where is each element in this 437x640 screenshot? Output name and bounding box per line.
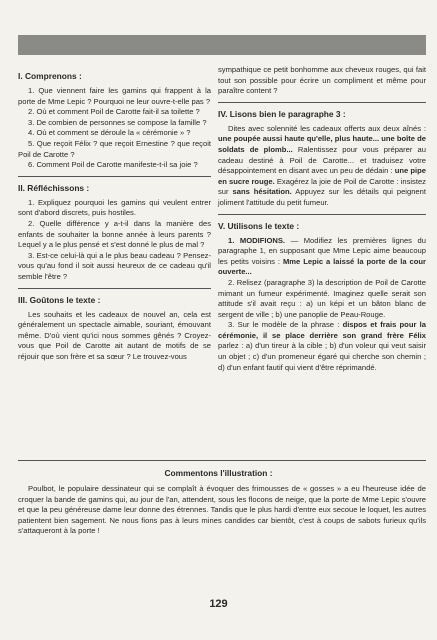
text-run: Exagérez la joie de Poil de Carotte : insistez sur	[218, 176, 426, 197]
text-run: Dites avec solennité les cadeaux offerts aux deux aînés :	[228, 123, 426, 133]
emphasis-text: une pipe en sucre rouge.	[218, 166, 426, 186]
exercise-item	[218, 236, 426, 278]
question-item: 2. Quelle différence y a-t-il dans la manière des enfants de souhaiter la bonne année à leurs parents ? Lequel y a le plus pensé et s'est donné le plus de mal ?	[18, 218, 211, 250]
left-column	[18, 65, 211, 362]
illustration-paragraph: Poulbot, le populaire dessinateur qui se complaît à évoquer des frimousses de « gosses » a eu l'heureuse idée de croquer la bande de gamins qui, au jour de l'an, attendent, sous les flocons de neige, que la porte de Mme Lepic s'ouvre et que la peu généreuse dame leur donne des étrennes. Tandis que le plus hardi d'entre eux secoue le loquet, les autres patientent bien sagement. Ne nous fions pas à leurs mines candides car bientôt, c'est à coups de sabots furieux qu'ils s'attaqueront à la porte !	[18, 484, 426, 536]
text-run: Appuyez sur les détails qui peignent joliment l'attitude du petit fumeur.	[218, 187, 426, 207]
section-heading-illustration: Commentons l'illustration :	[164, 468, 273, 478]
section-divider	[218, 214, 426, 215]
page-number: 129	[209, 598, 228, 610]
section-heading-utilisons: V. Utilisons le texte :	[218, 220, 300, 231]
section-heading-comprenons: I. Comprenons :	[18, 71, 82, 81]
question-item: 1. Expliquez pourquoi les gamins qui veulent entrer sont d'abord discrets, puis hostiles.	[18, 197, 211, 218]
exercise-item	[218, 320, 426, 373]
exercise-label: 1. MODIFIONS.	[228, 235, 286, 245]
question-item: 2. Où et comment Poil de Carotte fait-il sa toilette ?	[28, 107, 200, 117]
emphasis-text: Mme Lepic a laissé la porte de la cour ouverte...	[218, 256, 426, 277]
text-run: Ralentissez pour vous préparer au cadeau destiné à Poil de Carotte... et traduisez votre désappointement en disant avec un peu de dédain :	[218, 144, 426, 176]
text-run: 3. Sur le modèle de la phrase :	[228, 320, 343, 330]
paragraph-continued: sympathique ce petit bonhomme aux cheveux rouges, qui fait tout son possible pour écrire un compliment et même pour paraître content ?	[218, 65, 426, 96]
question-item: 3. De combien de personnes se compose la famille ?	[28, 117, 207, 127]
emphasis-text: une poupée aussi haute qu'elle, plus haute... une boîte de soldats de plomb...	[218, 134, 426, 154]
text-run: parlez : a) d'un tireur à la cible ; b) d'un voleur qui veut saisir un objet ; c) d'un promeneur égaré qui cherche son chemin ; d) d'un enfant fautif qui vient d'être réprimandé.	[218, 341, 426, 372]
right-column	[218, 65, 426, 373]
text-run: — Modifiez les premières lignes du paragraphe 1, en supposant que Mme Lepic aime beaucoup les petits voisins :	[218, 235, 426, 266]
question-item: 6. Comment Poil de Carotte manifeste-t-il sa joie ?	[28, 160, 198, 170]
section-divider	[18, 176, 211, 177]
section-divider	[218, 102, 426, 103]
question-item: 5. Que reçoit Félix ? que reçoit Ernestine ? que reçoit Poil de Carotte ?	[18, 138, 211, 159]
paragraph: Les souhaits et les cadeaux de nouvel an, cela est généralement un spectacle aimable, souriant, émouvant même. D'où vient qu'ici nous sommes gênés ? Croyez-vous que Poil de Carotte ait autant de motifs de se réjouir que son frère et sa sœur ? Le trouvez-vous	[18, 309, 211, 361]
section-heading-reflechissons: II. Réfléchissons :	[18, 182, 90, 193]
question-item: 1. Que viennent faire les gamins qui frappent à la porte de Mme Lepic ? Pourquoi ne leur ouvre-t-elle pas ?	[18, 86, 211, 106]
question-item: 4. Où et comment se déroule la « cérémonie » ?	[28, 128, 191, 138]
emphasis-text: dispos et frais pour la cérémonie, il se place derrière son grand frère Félix	[218, 320, 426, 340]
emphasis-text: sans hésitation.	[232, 187, 292, 197]
paragraph	[218, 124, 426, 209]
header-bar	[18, 35, 426, 55]
section-heading-lisons: IV. Lisons bien le paragraphe 3 :	[218, 108, 346, 119]
section-divider	[18, 460, 426, 461]
section-heading-goutons: III. Goûtons le texte :	[18, 294, 101, 305]
section-divider	[18, 288, 211, 289]
question-item: 3. Est-ce celui-là qui a le plus beau cadeau ? Pensez-vous qu'au fond il soit aussi heureux de ce cadeau qu'il semble l'être ?	[18, 250, 211, 281]
exercise-item: 2. Relisez (paragraphe 3) la description de Poil de Carotte mimant un fumeur expérimenté. Imaginez quelle serait son attitude s'il avait reçu : a) un képi et un bâton blanc de sergent de ville ; b) une panoplie de Peau-Rouge.	[218, 277, 426, 319]
